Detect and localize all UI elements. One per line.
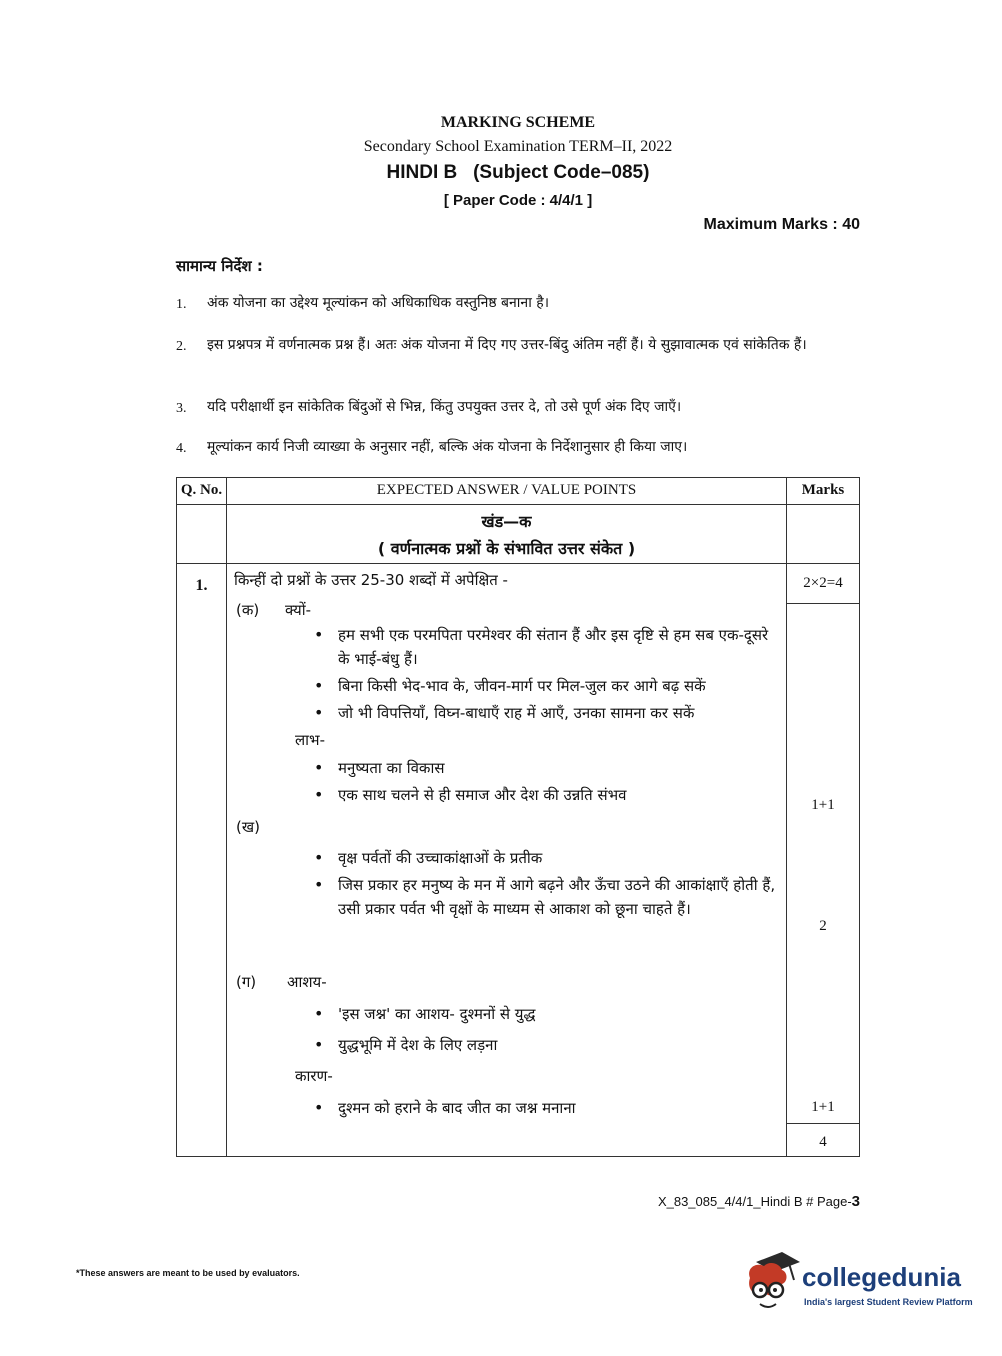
page-number: 3	[851, 1193, 860, 1210]
final-marks: 4	[819, 1134, 827, 1150]
row-divider	[177, 563, 859, 564]
header-marks: Marks	[801, 482, 845, 498]
row-divider	[786, 1123, 859, 1124]
instruction-number: 4.	[176, 441, 187, 456]
row-divider	[786, 603, 859, 604]
instruction-number: 3.	[176, 401, 187, 416]
part-ka-bullet: • बिना किसी भेद-भाव के, जीवन-मार्ग पर मिल-जुल कर आगे बढ़ सकें	[338, 674, 783, 698]
instruction-item	[176, 396, 860, 420]
page-code-text: X_83_085_4/4/1_Hindi B # Page-	[657, 1194, 852, 1209]
part-ga-bullet: • 'इस जश्न' का आशय- दुश्मनों से युद्ध	[338, 1002, 783, 1026]
header-answer: EXPECTED ANSWER / VALUE POINTS	[376, 482, 637, 498]
instruction-number: 1.	[176, 297, 187, 312]
part-ka-subheading-benefit: लाभ-	[295, 731, 326, 749]
row-divider	[177, 504, 859, 505]
instruction-text: इस प्रश्नपत्र में वर्णनात्मक प्रश्न हैं। अतः अंक योजना में दिए गए उत्तर-बिंदु अंतिम नहीं हैं। ये सुझावात्मक एवं सांकेतिक हैं।	[207, 337, 807, 353]
part-kha-label: (ख)	[236, 818, 260, 836]
instructions-heading: सामान्य निर्देश :	[176, 257, 263, 275]
page-code	[658, 1193, 860, 1210]
instruction-text: अंक योजना का उद्देश्य मूल्यांकन को अधिकाधिक वस्तुनिष्ठ बनाना है।	[207, 295, 550, 311]
exam-name: Secondary School Examination TERM–II, 2022	[363, 138, 673, 155]
question-prompt: किन्हीं दो प्रश्नों के उत्तर 25-30 शब्दों में अपेक्षित -	[234, 571, 508, 589]
logo-tagline: India's largest Student Review Platform	[804, 1297, 973, 1307]
section-title: खंड—क	[481, 512, 532, 531]
instruction-item	[176, 292, 860, 316]
instruction-item	[176, 436, 860, 460]
scheme-title: MARKING SCHEME	[440, 114, 596, 131]
part-ga-subheading-reason: कारण-	[295, 1067, 333, 1085]
part-kha-marks: 2	[819, 918, 827, 934]
mascot-icon	[742, 1250, 802, 1312]
instruction-number: 2.	[176, 339, 187, 354]
part-kha-bullet: • वृक्ष पर्वतों की उच्चाकांक्षाओं के प्रतीक	[338, 846, 783, 870]
part-ga-bullet: • युद्धभूमि में देश के लिए लड़ना	[338, 1033, 783, 1057]
question-number: 1.	[195, 577, 208, 594]
part-ka-subheading-why: क्यों-	[285, 601, 312, 619]
part-kha-bullet: • जिस प्रकार हर मनुष्य के मन में आगे बढ़ने और ऊँचा उठने की आकांक्षाएँ होती हैं, उसी प्रकार पर्वत भी वृक्षों के माध्यम से आकाश को छूना चाहते हैं।	[338, 873, 783, 921]
instruction-text: यदि परीक्षार्थी इन सांकेतिक बिंदुओं से भिन्न, किंतु उपयुक्त उत्तर दे, तो उसे पूर्ण अंक दिए जाएँ।	[207, 399, 682, 415]
marks-total: 2×2=4	[803, 575, 843, 591]
part-ka-bullet: • एक साथ चलने से ही समाज और देश की उन्नति संभव	[338, 783, 783, 807]
header-qno: Q. No.	[180, 482, 223, 498]
part-ga-marks: 1+1	[811, 1099, 835, 1115]
instruction-item	[176, 334, 860, 358]
column-divider	[226, 478, 227, 1156]
part-ka-bullet: • हम सभी एक परमपिता परमेश्वर की संतान हैं और इस दृष्टि से हम सब एक-दूसरे के भाई-बंधु हैं।	[338, 623, 783, 671]
subject-title: HINDI B (Subject Code–085)	[386, 162, 650, 183]
part-ka-bullet: • मनुष्यता का विकास	[338, 756, 783, 780]
paper-code: [ Paper Code : 4/4/1 ]	[443, 192, 593, 209]
instruction-text: मूल्यांकन कार्य निजी व्याख्या के अनुसार नहीं, बल्कि अंक योजना के निर्देशानुसार ही किया जाए।	[207, 439, 688, 455]
part-ka-marks: 1+1	[811, 797, 835, 813]
section-subtitle: ( वर्णनात्मक प्रश्नों के संभावित उत्तर संकेत )	[377, 539, 636, 558]
logo-name: collegedunia	[802, 1262, 961, 1292]
part-ka-bullet: • जो भी विपत्तियाँ, विघ्न-बाधाएँ राह में आएँ, उनका सामना कर सकें	[338, 701, 783, 725]
evaluator-note: *These answers are meant to be used by evaluators.	[76, 1268, 300, 1278]
part-ga-subheading-meaning: आशय-	[287, 973, 327, 991]
maximum-marks: Maximum Marks : 40	[703, 216, 860, 233]
part-ka-label: (क)	[236, 601, 260, 619]
part-ga-label: (ग)	[236, 973, 257, 991]
part-ga-bullet: • दुश्मन को हराने के बाद जीत का जश्न मनाना	[338, 1096, 783, 1120]
answer-table	[176, 477, 860, 1157]
